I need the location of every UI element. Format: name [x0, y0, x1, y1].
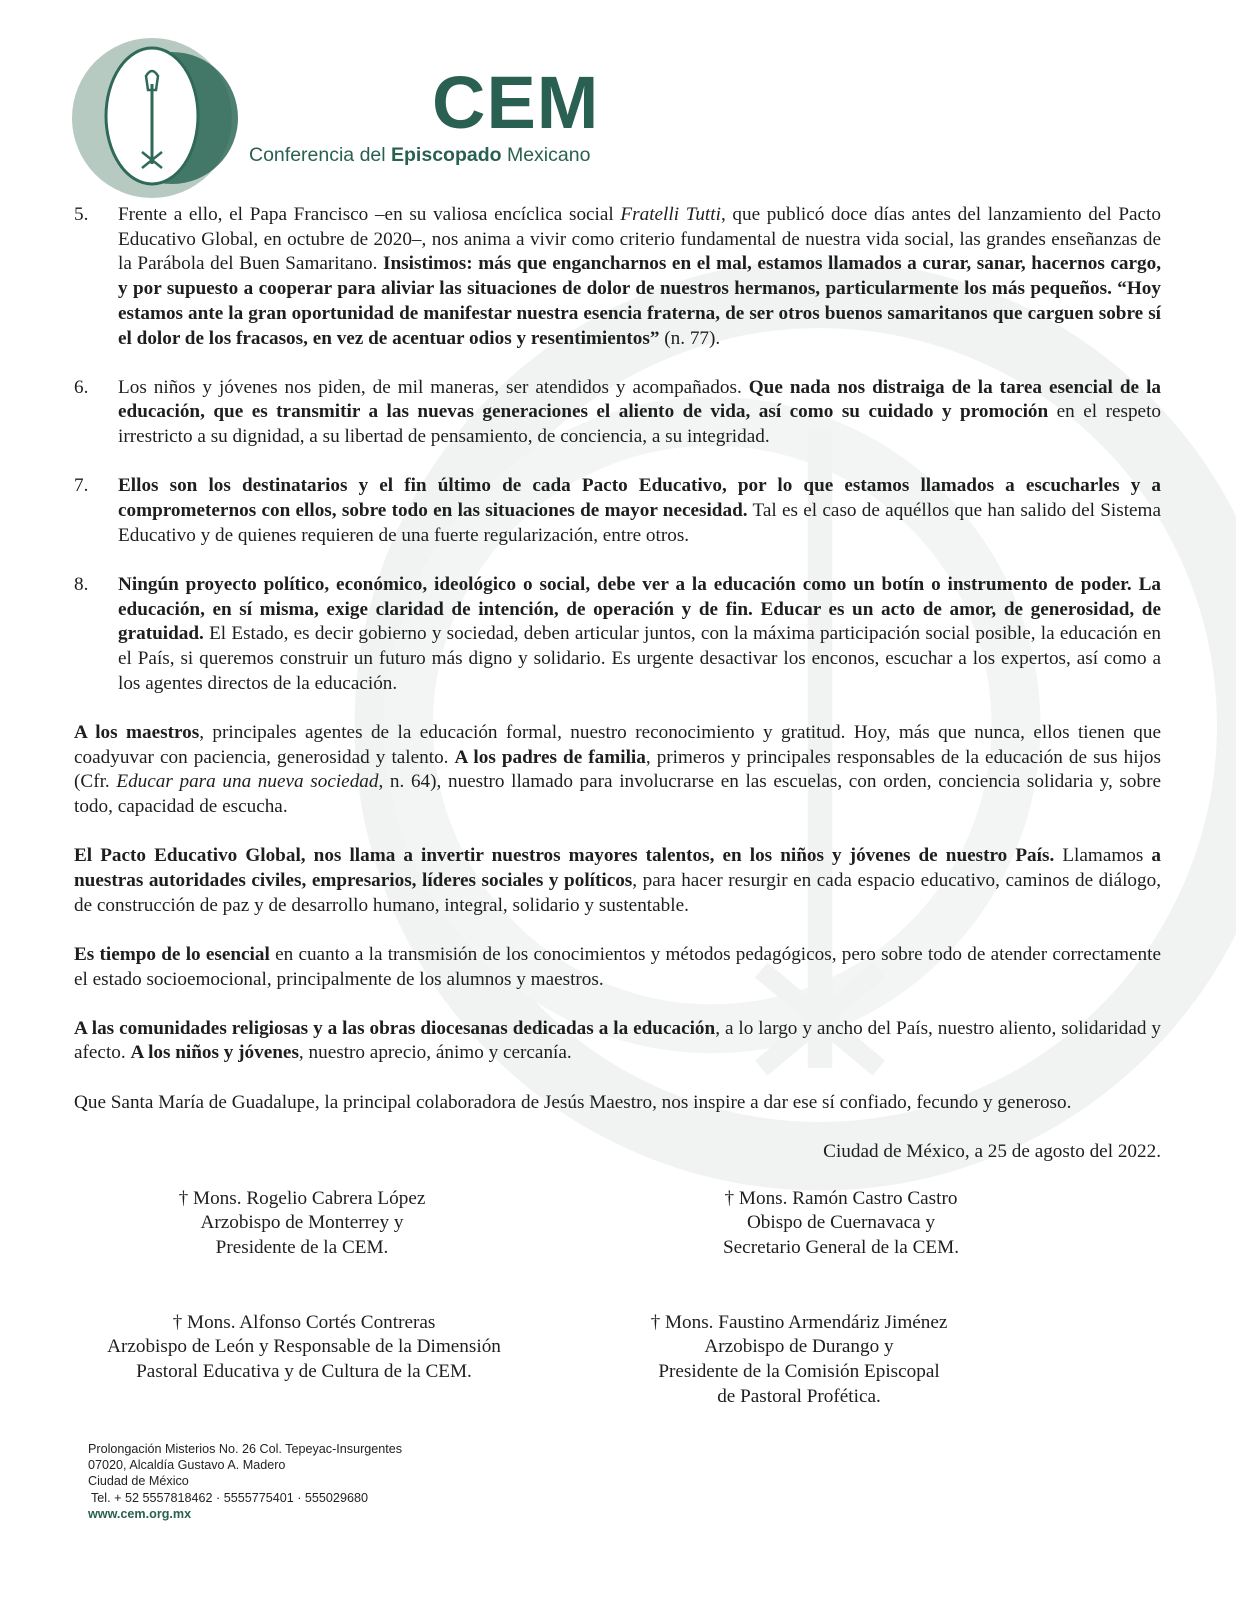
body-text: , que publicó doce días antes del lanzamiento del Pacto Educativo Global, en octubre de 2020–, nos anima a vivir como criterio fundamental de nuestra vida social, las grandes enseñanzas de la Parábola del Buen Samaritano.	[118, 204, 1161, 275]
bold-text: A los padres de familia	[454, 746, 646, 768]
bold-text: Ellos son los destinatarios y el fin último de cada Pacto Educativo, por lo que estamos llamados a escucharles y a comprometernos con ellos, sobre todo en las situaciones de mayor necesidad.	[118, 475, 1161, 522]
body-text: , para hacer resurgir en cada espacio educativo, caminos de diálogo, de construcción de paz y de desarrollo humano, integral, solidario y sustentable.	[74, 869, 1161, 916]
signer-name: † Mons. Faustino Armendáriz Jiménez	[650, 1311, 948, 1333]
body-text: Frente a ello, el Papa Francisco –en su valiosa encíclica social	[118, 204, 621, 225]
closing-prayer: Que Santa María de Guadalupe, la principal colaboradora de Jesús Maestro, nos inspire a dar ese sí confiado, fecundo y generoso.	[74, 1091, 1072, 1113]
signer-title: Secretario General de la CEM.	[722, 1237, 959, 1258]
bold-text: Es tiempo de lo esencial	[74, 943, 270, 965]
body-text: , primeros y principales responsables de la educación de sus hijos (Cfr.	[74, 746, 1161, 793]
body-text: El Estado, es decir gobierno y sociedad, deben articular juntos, con la máxima participación social posible, la educación en el País, si queremos construir un futuro más digno y solidario. Es urgente desactivar los enconos, escuchar a los expertos, así como a los agentes directos de la educación.	[118, 623, 1161, 694]
paragraph	[74, 844, 1161, 918]
list-item-number: 6.	[74, 376, 89, 398]
bold-text: Ningún proyecto político, económico, ideológico o social, debe ver a la educación como un botín o instrumento de poder. La educación, en sí misma, exige claridad de intención, de operación y de fin. Educar es un acto de amor, de generosidad, de gratuidad.	[118, 573, 1161, 645]
body-text: , nuestro aprecio, ánimo y cercanía.	[298, 1042, 572, 1064]
bold-text: Que nada nos distraiga de la tarea esencial de la educación, que es transmitir a las nuevas generaciones el aliento de vida, así como su cuidado y promoción	[118, 376, 1161, 423]
signature-row	[74, 1311, 1161, 1410]
signer-title: Arzobispo de León y Responsable de la Dimensión	[107, 1336, 501, 1358]
cem-subtitle: Conferencia del Episcopado Mexicano	[249, 144, 591, 166]
signer-title: Presidente de la Comisión Episcopal	[658, 1361, 940, 1383]
bold-text: A las comunidades religiosas y a las obras diocesanas dedicadas a la educación	[74, 1017, 716, 1039]
signature-block	[641, 1187, 1041, 1261]
signer-title: de Pastoral Profética.	[717, 1385, 881, 1407]
bold-text: A los maestros	[74, 721, 200, 743]
list-item	[74, 203, 1161, 351]
signature-block	[64, 1311, 544, 1410]
body-text: Llamamos	[1054, 845, 1152, 867]
paragraphs	[74, 721, 1161, 1066]
body-text: , n. 64), nuestro llamado para involucrarse en las escuelas, con orden, conciencia solidaria y, sobre todo, capacidad de escucha.	[74, 771, 1161, 818]
footer-phones: Tel. + 52 5557818462 · 5555775401 · 555029680	[91, 1490, 368, 1505]
bold-text: A los niños y jóvenes	[130, 1042, 299, 1064]
list-item	[74, 573, 1161, 697]
bold-text: El Pacto Educativo Global, nos llama a invertir nuestros mayores talentos, en los niños y jóvenes de nuestro País.	[74, 845, 1055, 867]
signer-title: Pastoral Educativa y de Cultura de la CEM.	[136, 1361, 472, 1383]
signature-row	[74, 1187, 1161, 1261]
list-item-number: 8.	[74, 573, 89, 595]
date-line: Ciudad de México, a 25 de agosto del 2022.	[823, 1140, 1161, 1162]
body-text: (n. 77).	[659, 327, 721, 349]
body-text: en cuanto a la transmisión de los conocimientos y métodos pedagógicos, pero sobre todo de atender correctamente el estado socioemocional, principalmente de los alumnos y maestros.	[74, 943, 1161, 990]
signer-title: Obispo de Cuernavaca y	[746, 1212, 936, 1234]
signer-name: † Mons. Alfonso Cortés Contreras	[172, 1311, 436, 1333]
list-item-number: 5.	[74, 204, 89, 225]
body-text: Tal es el caso de aquéllos que han salido del Sistema Educativo y de quienes requieren de una fuerte regularización, entre otros.	[118, 500, 1162, 546]
signer-name: † Mons. Rogelio Cabrera López	[178, 1187, 426, 1209]
letter-body	[74, 203, 1161, 1410]
paragraph	[74, 943, 1161, 992]
list-item-number: 7.	[74, 475, 89, 497]
paragraph	[74, 1017, 1161, 1066]
footer-address: Prolongación Misterios No. 26 Col. Tepeyac-Insurgentes	[88, 1442, 403, 1456]
list-item	[74, 474, 1161, 548]
signer-title: Arzobispo de Monterrey y	[200, 1212, 404, 1234]
paragraph	[74, 721, 1161, 820]
footer-address: Ciudad de México	[88, 1474, 189, 1489]
bold-text: Insistimos: más que engancharnos en el mal, estamos llamados a curar, sanar, hacernos cargo, y por supuesto a cooperar para aliviar las situaciones de dolor de nuestros hermanos, particularmente los más pequeños. “Hoy estamos ante la gran oportunidad de manifestar nuestra esencia fraterna, de ser otros buenos samaritanos que carguen sobre sí el dolor de los fracasos, en vez de acentuar odios y resentimientos”	[118, 253, 1162, 349]
signature-block	[589, 1311, 1009, 1410]
footer-address: 07020, Alcaldía Gustavo A. Madero	[88, 1458, 286, 1473]
bold-text: a nuestras autoridades civiles, empresarios, líderes sociales y políticos	[74, 845, 1161, 891]
signer-title: Arzobispo de Durango y	[704, 1336, 894, 1358]
cem-logo-icon	[66, 24, 246, 204]
italic-text: Fratelli Tutti	[620, 204, 721, 225]
footer-website-link[interactable]: www.cem.org.mx	[88, 1506, 192, 1521]
body-text: Los niños y jóvenes nos piden, de mil maneras, ser atendidos y acompañados.	[118, 376, 749, 398]
footer-contact	[88, 1441, 402, 1522]
cem-acronym: CEM	[432, 61, 600, 144]
list-item	[74, 376, 1161, 450]
numbered-list	[74, 203, 1161, 696]
body-text: , principales agentes de la educación formal, nuestro reconocimiento y gratitud. Hoy, más que nunca, ellos tienen que coadyuvar con paciencia, generosidad y talento.	[74, 721, 1161, 768]
italic-text: Educar para una nueva sociedad	[116, 771, 379, 793]
signer-name: † Mons. Ramón Castro Castro	[724, 1187, 958, 1209]
signature-block	[102, 1187, 502, 1261]
body-text: en el respeto irrestricto a su dignidad, a su libertad de pensamiento, de conciencia, a su integridad.	[118, 401, 1161, 448]
body-text: , a lo largo y ancho del País, nuestro aliento, solidaridad y afecto.	[74, 1017, 1161, 1064]
signer-title: Presidente de la CEM.	[215, 1237, 389, 1258]
